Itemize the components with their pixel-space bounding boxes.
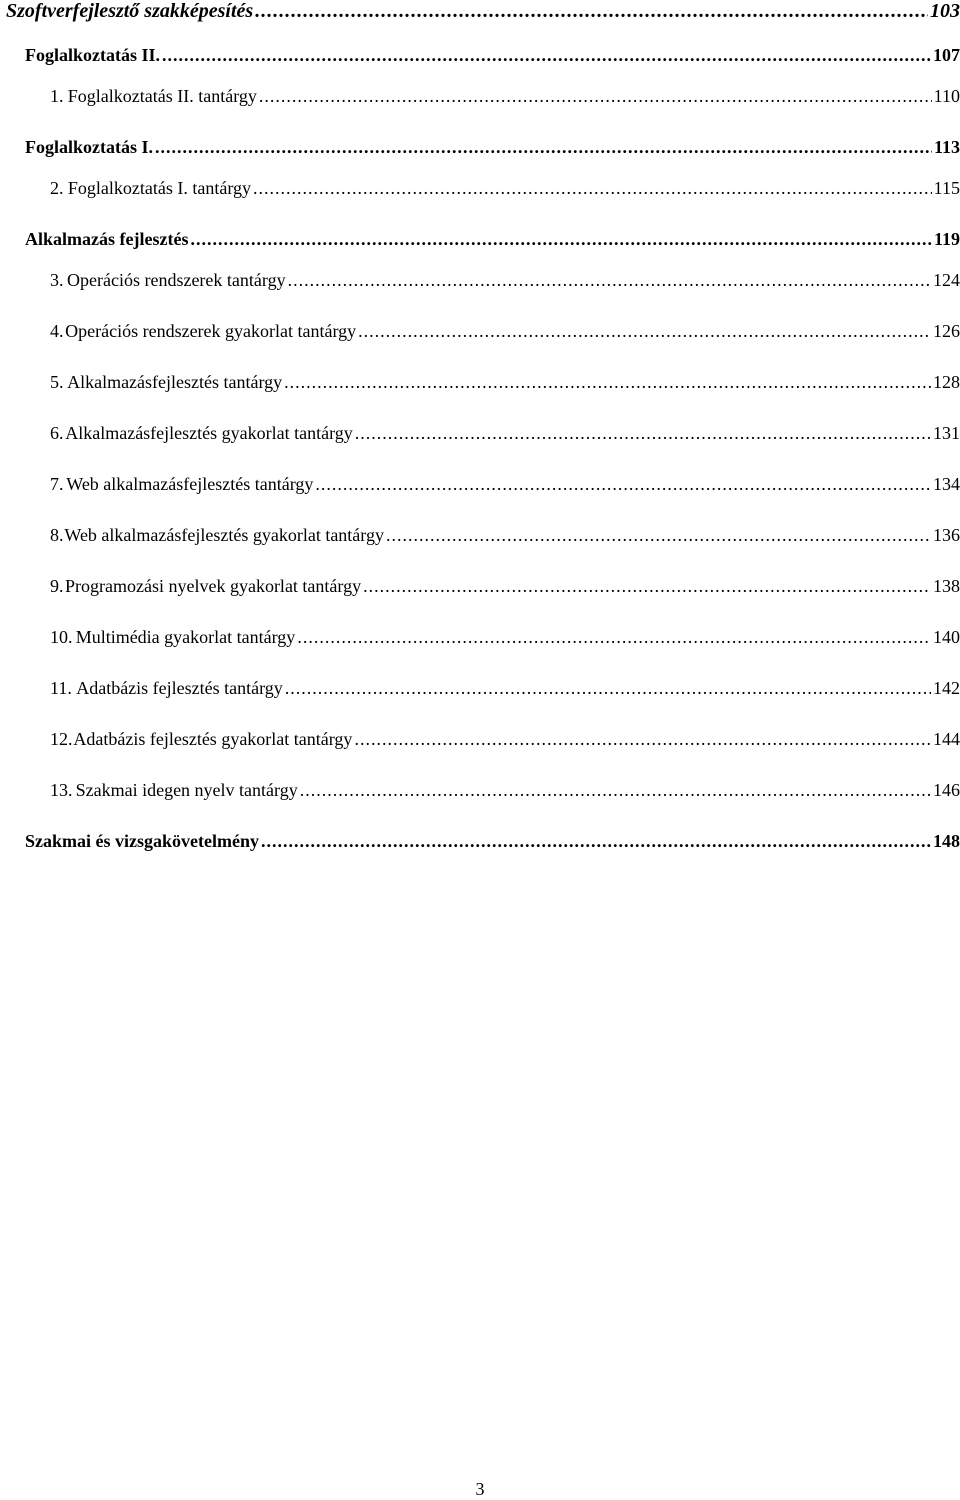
toc-entry[interactable] [0,576,960,606]
toc-entry-title: Alkalmazásfejlesztés tantárgy [67,372,283,392]
toc-entry-title: Foglalkoztatás I. [25,137,153,157]
toc-entry[interactable] [0,627,960,657]
toc-entry-page: 107 [933,45,960,65]
toc-leader-dots [255,0,928,23]
toc-leader-dots [190,229,932,250]
toc-leader-dots [363,576,931,597]
toc-entry[interactable] [0,525,960,555]
toc-entry-number: 11. [50,678,72,698]
toc-leader-dots [162,45,931,66]
toc-leader-dots [300,780,931,801]
toc-entry-page: 128 [933,372,960,392]
toc-entry-page: 115 [933,178,960,198]
toc-entry-title: Alkalmazás fejlesztés [25,229,189,249]
toc-entry[interactable] [0,780,960,810]
toc-entry[interactable] [0,270,960,300]
toc-entry-number: 1. [50,86,64,106]
toc-leader-dots [284,372,931,393]
toc-entry[interactable] [0,831,960,861]
toc-entry-title: Web alkalmazásfejlesztés tantárgy [66,474,314,494]
toc-entry-title: Szakmai és vizsgakövetelmény [25,831,259,851]
toc-entry-title: Alkalmazásfejlesztés gyakorlat tantárgy [65,423,353,443]
toc-entry[interactable] [0,86,960,116]
toc-entry-number: 6. [50,423,64,443]
toc-entry-title: Szakmai idegen nyelv tantárgy [75,780,298,800]
toc-leader-dots [259,86,932,107]
toc-leader-dots [288,270,931,291]
toc-entry[interactable] [0,178,960,208]
toc-entry-page: 148 [933,831,960,851]
toc-entry-page: 119 [933,229,960,249]
toc-entry[interactable] [0,137,960,167]
toc-entry-number: 3. [50,270,64,290]
toc-entry-title: Foglalkoztatás II. tantárgy [67,86,257,106]
toc-entry-number: 10. [50,627,73,647]
toc-entry-page: 113 [933,137,960,157]
toc-entry-title: Szoftverfejlesztő szakképesítés [6,0,254,22]
toc-entry-title: Web alkalmazásfejlesztés gyakorlat tantárgy [64,525,384,545]
toc-entry-number: 5. [50,372,64,392]
toc-entry-title: Multimédia gyakorlat tantárgy [75,627,296,647]
toc-entry-page: 146 [933,780,960,800]
toc-entry-number: 8. [50,525,64,545]
toc-entry-number: 12. [50,729,73,749]
toc-entry-page: 136 [933,525,960,545]
toc-leader-dots [261,831,931,852]
toc-entry-page: 134 [933,474,960,494]
toc-entry-number: 13. [50,780,73,800]
toc-entry-page: 126 [933,321,960,341]
toc-entry-number: 4. [50,321,64,341]
toc-entry-title: Foglalkoztatás II. [25,45,160,65]
page-number: 3 [475,1479,485,1499]
toc-entry-number: 7. [50,474,64,494]
toc-entry[interactable] [0,678,960,708]
toc-entry[interactable] [0,372,960,402]
toc-entry[interactable] [0,321,960,351]
toc-entry-number: 9. [50,576,64,596]
toc-entry[interactable] [0,0,960,30]
toc-leader-dots [297,627,931,648]
toc-entry-title: Operációs rendszerek tantárgy [67,270,286,290]
toc-entry-number: 2. [50,178,64,198]
toc-leader-dots [285,678,931,699]
toc-entry-page: 110 [933,86,960,106]
toc-entry-title: Foglalkoztatás I. tantárgy [67,178,252,198]
toc-entry-title: Operációs rendszerek gyakorlat tantárgy [65,321,357,341]
toc-entry-page: 140 [933,627,960,647]
toc-leader-dots [386,525,931,546]
toc-entry-title: Programozási nyelvek gyakorlat tantárgy [65,576,362,596]
toc-leader-dots [253,178,932,199]
toc-entry[interactable] [0,45,960,75]
toc-leader-dots [355,423,931,444]
toc-leader-dots [354,729,931,750]
toc-entry[interactable] [0,229,960,259]
toc-entry-page: 142 [933,678,960,698]
toc-entry-title: Adatbázis fejlesztés gyakorlat tantárgy [73,729,353,749]
toc-entry-title: Adatbázis fejlesztés tantárgy [76,678,283,698]
toc-entry-page: 144 [933,729,960,749]
toc-leader-dots [315,474,931,495]
toc-leader-dots [155,137,932,158]
toc-entry-page: 131 [933,423,960,443]
toc-entry-page: 103 [930,0,960,22]
toc-leader-dots [358,321,931,342]
toc-entry[interactable] [0,474,960,504]
toc-entry[interactable] [0,729,960,759]
toc-entry-page: 138 [933,576,960,596]
toc-entry[interactable] [0,423,960,453]
toc-entry-page: 124 [933,270,960,290]
